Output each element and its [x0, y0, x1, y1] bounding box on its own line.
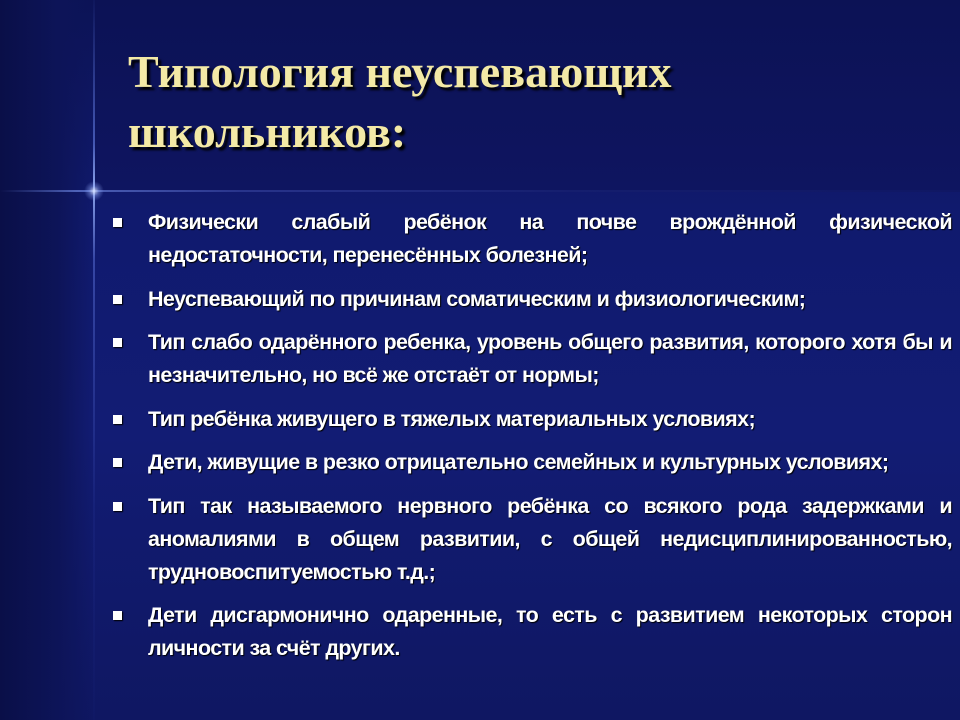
list-item-text: Неуспевающий по причинам соматическим и физиологическим; — [148, 286, 806, 311]
list-item-text: Тип так называемого нервного ребёнка со всякого рода задержками и аномалиями в общем развитии, с общей недисциплинированностью, трудновоспитуемостью т.д.; — [148, 493, 952, 584]
list-item — [110, 599, 952, 665]
list-item-text: Физически слабый ребёнок на почве врождённой физической недостаточности, перенесённых болезней; — [148, 210, 952, 267]
list-item — [110, 283, 952, 316]
left-edge-shading — [0, 0, 95, 720]
list-item-text: Тип слабо одарённого ребенка, уровень общего развития, которого хотя бы и незначительно, но всё же отстаёт от нормы; — [148, 330, 952, 387]
line-intersection-sparkle-icon — [84, 181, 104, 201]
horizontal-divider-line — [0, 190, 960, 192]
slide-content — [110, 206, 952, 676]
square-bullet-icon — [113, 338, 122, 347]
square-bullet-icon — [113, 458, 122, 467]
square-bullet-icon — [113, 415, 122, 424]
bullet-list — [110, 206, 952, 665]
square-bullet-icon — [113, 611, 122, 620]
list-item — [110, 446, 952, 479]
list-item — [110, 403, 952, 436]
list-item-text: Дети, живущие в резко отрицательно семейных и культурных условиях; — [148, 450, 889, 474]
vertical-divider-line — [93, 0, 95, 720]
list-item-text: Дети дисгармонично одаренные, то есть с развитием некоторых сторон личности за счёт других. — [148, 603, 952, 660]
square-bullet-icon — [113, 502, 122, 511]
square-bullet-icon — [113, 218, 122, 227]
square-bullet-icon — [113, 295, 122, 304]
list-item-text: Тип ребёнка живущего в тяжелых материальных условиях; — [148, 406, 756, 431]
list-item — [110, 206, 952, 272]
list-item — [110, 326, 952, 392]
slide-title: Типология неуспевающих школьников: — [128, 46, 672, 157]
list-item — [110, 490, 952, 589]
